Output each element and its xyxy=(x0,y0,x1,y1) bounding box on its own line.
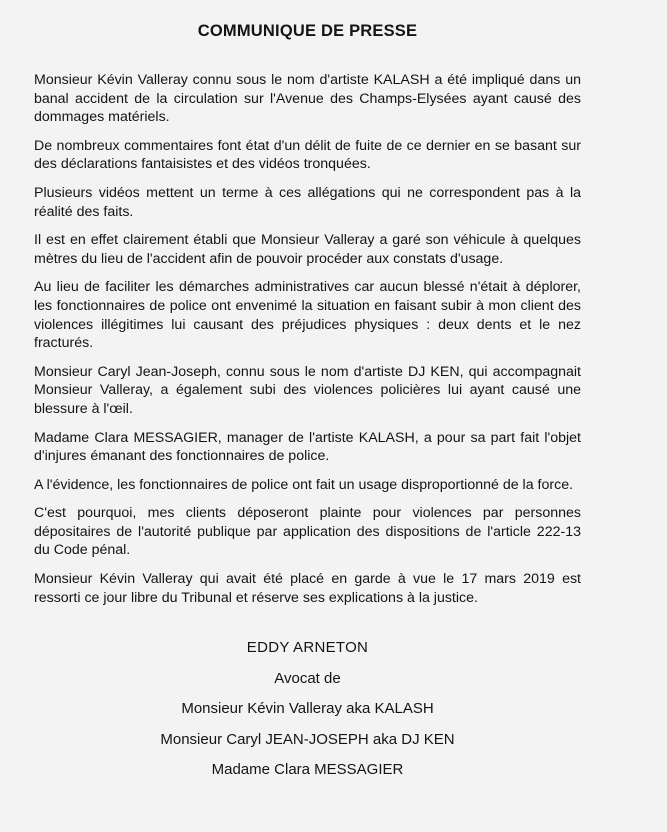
client-1: Monsieur Kévin Valleray aka KALASH xyxy=(181,700,434,718)
paragraph-7: Madame Clara MESSAGIER, manager de l'artiste KALASH, a pour sa part fait l'objet d'injures émanant des fonctionnaires de police. xyxy=(34,429,581,465)
paragraph-4: Il est en effet clairement établi que Monsieur Valleray a garé son véhicule à quelques mètres du lieu de l'accident afin de pouvoir procéder aux constats d'usage. xyxy=(34,232,581,267)
paragraph-6: Monsieur Caryl Jean-Joseph, connu sous le nom d'artiste DJ KEN, qui accompagnait Monsieur Valleray, a également subi des violences policières lui ayant causé une blessure à l'œil. xyxy=(34,363,581,417)
paragraph-5: Au lieu de faciliter les démarches administratives car aucun blessé n'était à déplorer, les fonctionnaires de police ont envenimé la situation en faisant subir à mon client des violences illégitimes lui causant des préjudices physiques : deux dents et le nez fracturés. xyxy=(34,279,581,352)
paragraph-9: C'est pourquoi, mes clients déposeront plainte pour violences par personnes dépositaires de l'autorité publique par application des dispositions de l'article 222-13 du Code pénal. xyxy=(34,505,581,559)
paragraph-2: De nombreux commentaires font état d'un délit de fuite de ce dernier en se basant sur des déclarations fantaisistes et des vidéos tronquées. xyxy=(34,137,581,173)
paragraph-10: Monsieur Kévin Valleray qui avait été placé en garde à vue le 17 mars 2019 est ressorti ce jour libre du Tribunal et réserve ses explications à la justice. xyxy=(34,571,581,606)
signatory-name: EDDY ARNETON xyxy=(246,639,369,657)
paragraph-3: Plusieurs vidéos mettent un terme à ces allégations qui ne correspondent pas à la réalité des faits. xyxy=(34,184,581,220)
client-3: Madame Clara MESSAGIER xyxy=(211,761,404,779)
signatory-role: Avocat de xyxy=(274,669,341,687)
paragraph-8: A l'évidence, les fonctionnaires de police ont fait un usage disproportionné de la force. xyxy=(34,476,574,493)
paragraph-1: Monsieur Kévin Valleray connu sous le nom d'artiste KALASH a été impliqué dans un banal accident de la circulation sur l'Avenue des Champs-Elysées ayant causé des dommages matériels. xyxy=(34,72,581,126)
client-2: Monsieur Caryl JEAN-JOSEPH aka DJ KEN xyxy=(160,730,455,748)
document-title: COMMUNIQUE DE PRESSE xyxy=(197,22,418,40)
signature-block xyxy=(34,633,581,786)
